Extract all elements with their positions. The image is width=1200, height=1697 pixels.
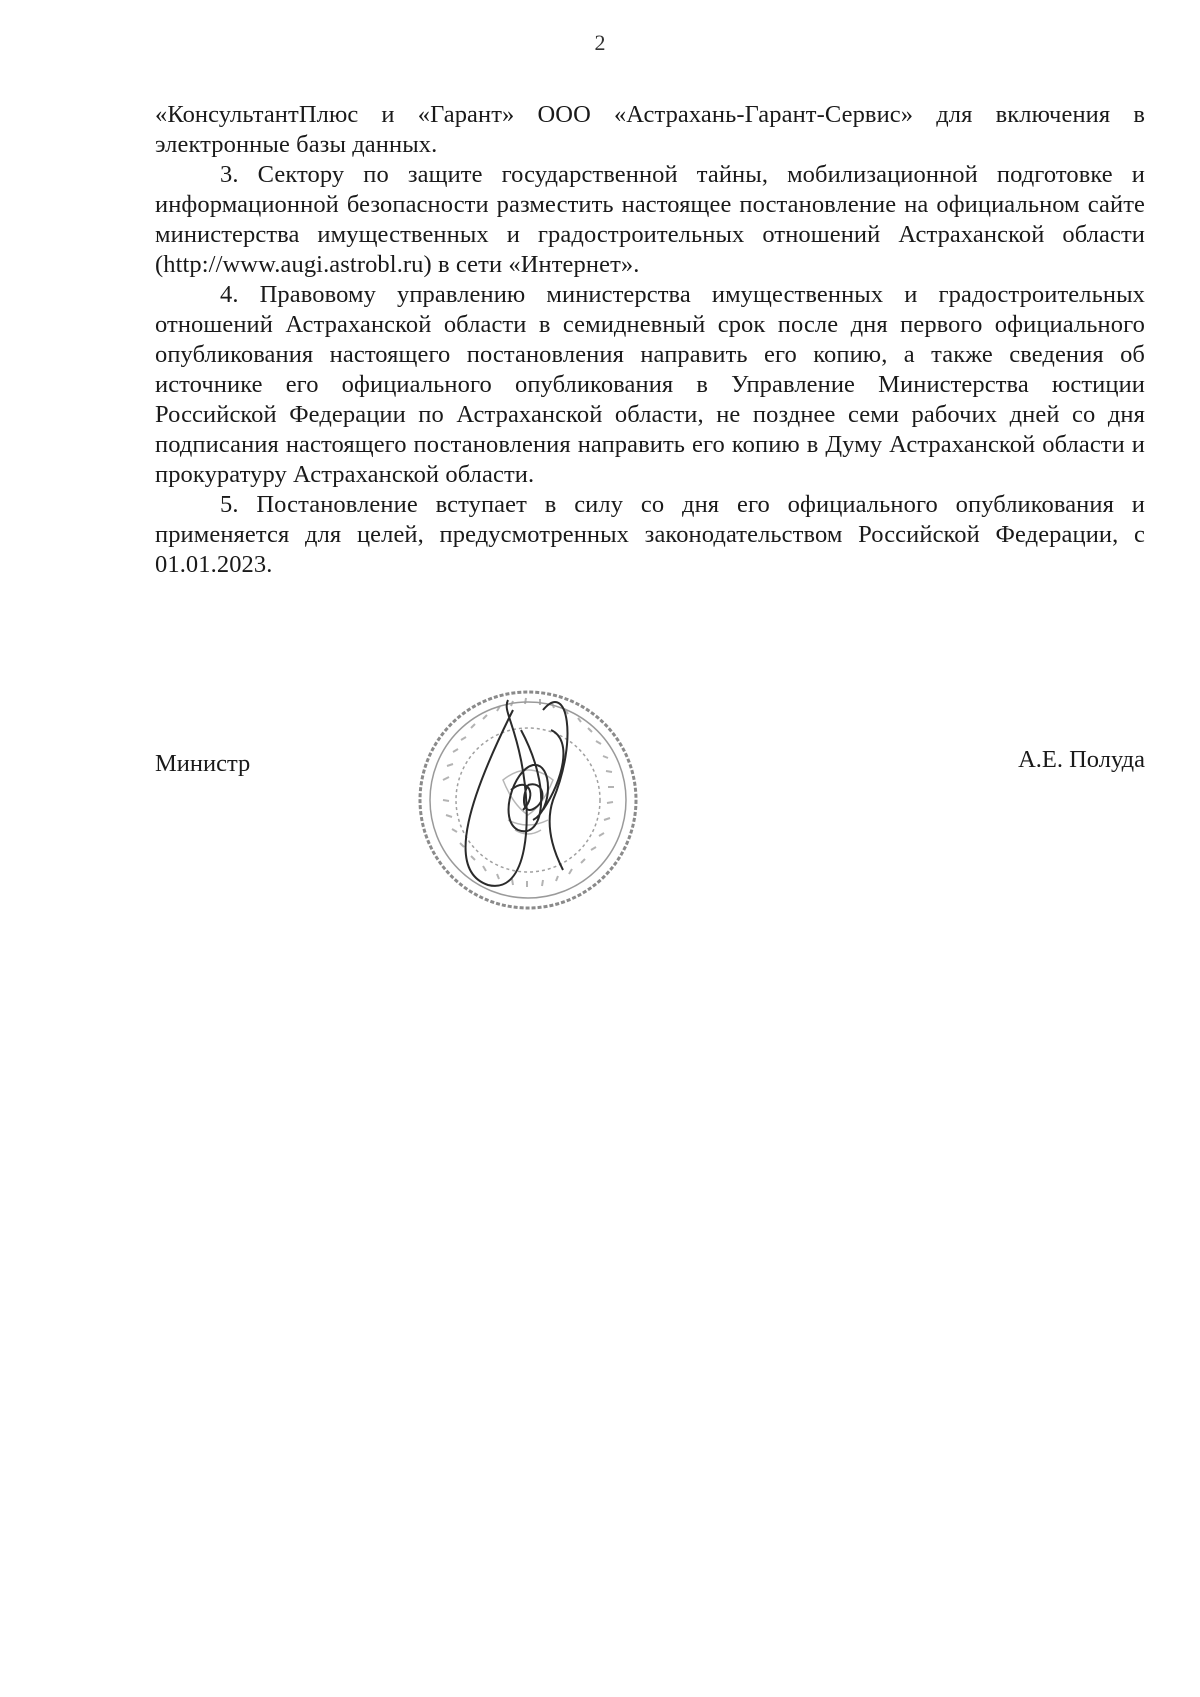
paragraph-item-4: 4. Правовому управлению министерства имущественных и градостроительных отношений Астраханской области в семидневный срок после дня первого официального опубликования настоящего постановления направить его копию, а также сведения об источнике его официального опубликования в Управление Министерства юстиции Российской Федерации по Астраханской области, не позднее семи рабочих дней со дня подписания настоящего постановления направить его копию в Думу Астраханской области и прокуратуру Астраханской области. [155, 281, 1145, 488]
page-number: 2 [594, 30, 606, 55]
handwritten-signature-icon [466, 700, 568, 886]
paragraph-continuation: «КонсультантПлюс и «Гарант» ООО «Астрахань-Гарант-Сервис» для включения в электронные базы данных. [155, 101, 1145, 158]
paragraph-item-5: 5. Постановление вступает в силу со дня его официального опубликования и применяется для целей, предусмотренных законодательством Российской Федерации, с 01.01.2023. [155, 491, 1145, 578]
signer-name: А.Е. Полуда [1018, 746, 1145, 773]
official-seal-icon [403, 670, 653, 920]
signer-position: Министр [155, 750, 251, 777]
signature-block [155, 690, 1145, 890]
paragraph-item-3: 3. Сектору по защите государственной тайны, мобилизационной подготовке и информационной безопасности разместить настоящее постановление на официальном сайте министерства имущественных и градостроительных отношений Астраханской области (http://www.augi.astrobl.ru) в сети «Интернет». [155, 161, 1145, 278]
document-body [155, 100, 1145, 580]
